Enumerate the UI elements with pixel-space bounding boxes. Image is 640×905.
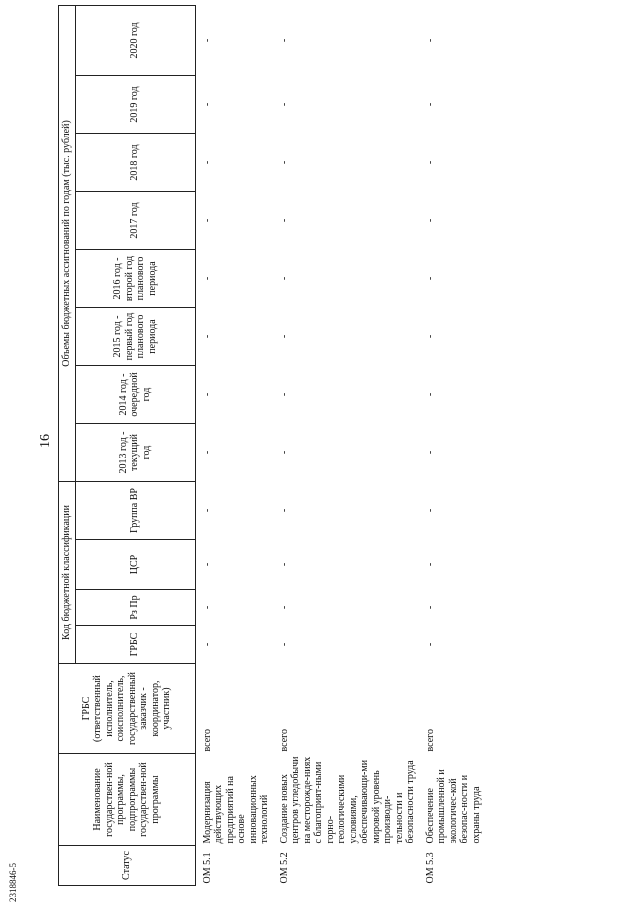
row-value-cell: - xyxy=(424,562,436,567)
row-value-cell: - xyxy=(424,450,436,455)
header-year-2015: 2015 год - первый год планового периода xyxy=(75,307,195,365)
row-status: ОМ 5.1 xyxy=(201,852,213,884)
header-status: Статус xyxy=(59,846,196,886)
row-value-cell: - xyxy=(201,642,213,647)
header-year-2013: 2013 год - текущий год xyxy=(75,423,195,481)
row-program-name: Создание новых центров угледобычи на месторожде-ниях с благоприят-ными горно-геологическими условиями, обеспечивающи-ми мировой уровень производи-тельности и безопасности труда xyxy=(278,756,416,844)
row-value-cell: - xyxy=(424,605,436,610)
header-budget-code: Код бюджетной классификации xyxy=(59,481,76,663)
row-value-cell: - xyxy=(424,38,436,43)
header-year-2017: 2017 год xyxy=(75,191,195,249)
row-value-cell: - xyxy=(424,218,436,223)
row-value-cell: - xyxy=(278,276,290,281)
row-value-cell: - xyxy=(424,334,436,339)
row-value-cell: - xyxy=(278,450,290,455)
row-value-cell: - xyxy=(278,508,290,513)
row-value-cell: - xyxy=(278,218,290,223)
budget-allocation-table xyxy=(58,5,484,886)
header-year-2014: 2014 год - очередной год xyxy=(75,365,195,423)
row-value-cell: - xyxy=(201,334,213,339)
header-year-2016: 2016 год - второй год планового периода xyxy=(75,249,195,307)
row-value-cell: - xyxy=(278,160,290,165)
header-code-csr: ЦСР xyxy=(75,540,195,590)
header-code-vr: Группа ВР xyxy=(75,481,195,539)
row-value-cell: - xyxy=(424,642,436,647)
row-value-cell: - xyxy=(424,508,436,513)
row-value-cell: - xyxy=(201,276,213,281)
row-value-cell: - xyxy=(201,160,213,165)
header-year-2018: 2018 год xyxy=(75,133,195,191)
page-number: 16 xyxy=(38,434,53,448)
row-value-cell: - xyxy=(278,642,290,647)
row-value-cell: - xyxy=(278,38,290,43)
row-value-cell: - xyxy=(278,102,290,107)
row-value-cell: - xyxy=(424,392,436,397)
row-program-name: Обеспечение промышленной и экологичес-кой безопас-ности и охраны труда xyxy=(424,769,482,844)
budget-table-sheet xyxy=(58,6,618,886)
row-value-cell: - xyxy=(201,38,213,43)
table-body xyxy=(195,5,484,885)
table-row xyxy=(195,5,273,885)
row-status: ОМ 5.3 xyxy=(424,852,436,884)
document-id: 2318846-5 xyxy=(8,863,18,902)
header-year-2020: 2020 год xyxy=(75,5,195,75)
row-value-cell: - xyxy=(278,392,290,397)
row-program-name: Модернизация действующих предприятий на основе инновационных технологий xyxy=(201,775,270,844)
row-value-cell: - xyxy=(278,334,290,339)
row-value-cell: - xyxy=(201,102,213,107)
row-grbs: всего xyxy=(201,728,213,752)
header-program-name: Наименование государствен-ной программы, подпрограммы государствен-ной программы xyxy=(59,754,196,846)
header-allocations: Объемы бюджетных ассигнований по годам (тыс. рублей) xyxy=(59,5,76,481)
row-value-cell: - xyxy=(201,392,213,397)
header-code-rzpr: Рз Пр xyxy=(75,590,195,626)
table-row xyxy=(419,5,485,885)
row-value-cell: - xyxy=(201,450,213,455)
row-value-cell: - xyxy=(201,508,213,513)
header-grbs: ГРБС (ответственный исполнитель, соисполнитель, государственный заказчик - координатор, участник) xyxy=(59,664,196,754)
row-value-cell: - xyxy=(201,605,213,610)
header-code-grbs: ГРБС xyxy=(75,626,195,664)
row-grbs: всего xyxy=(424,728,436,752)
row-value-cell: - xyxy=(201,562,213,567)
row-value-cell: - xyxy=(201,218,213,223)
table-row xyxy=(273,5,419,885)
row-grbs: всего xyxy=(278,728,290,752)
row-value-cell: - xyxy=(278,605,290,610)
row-value-cell: - xyxy=(424,160,436,165)
row-value-cell: - xyxy=(424,102,436,107)
row-value-cell: - xyxy=(424,276,436,281)
header-year-2019: 2019 год xyxy=(75,75,195,133)
row-value-cell: - xyxy=(278,562,290,567)
row-status: ОМ 5.2 xyxy=(278,852,290,884)
